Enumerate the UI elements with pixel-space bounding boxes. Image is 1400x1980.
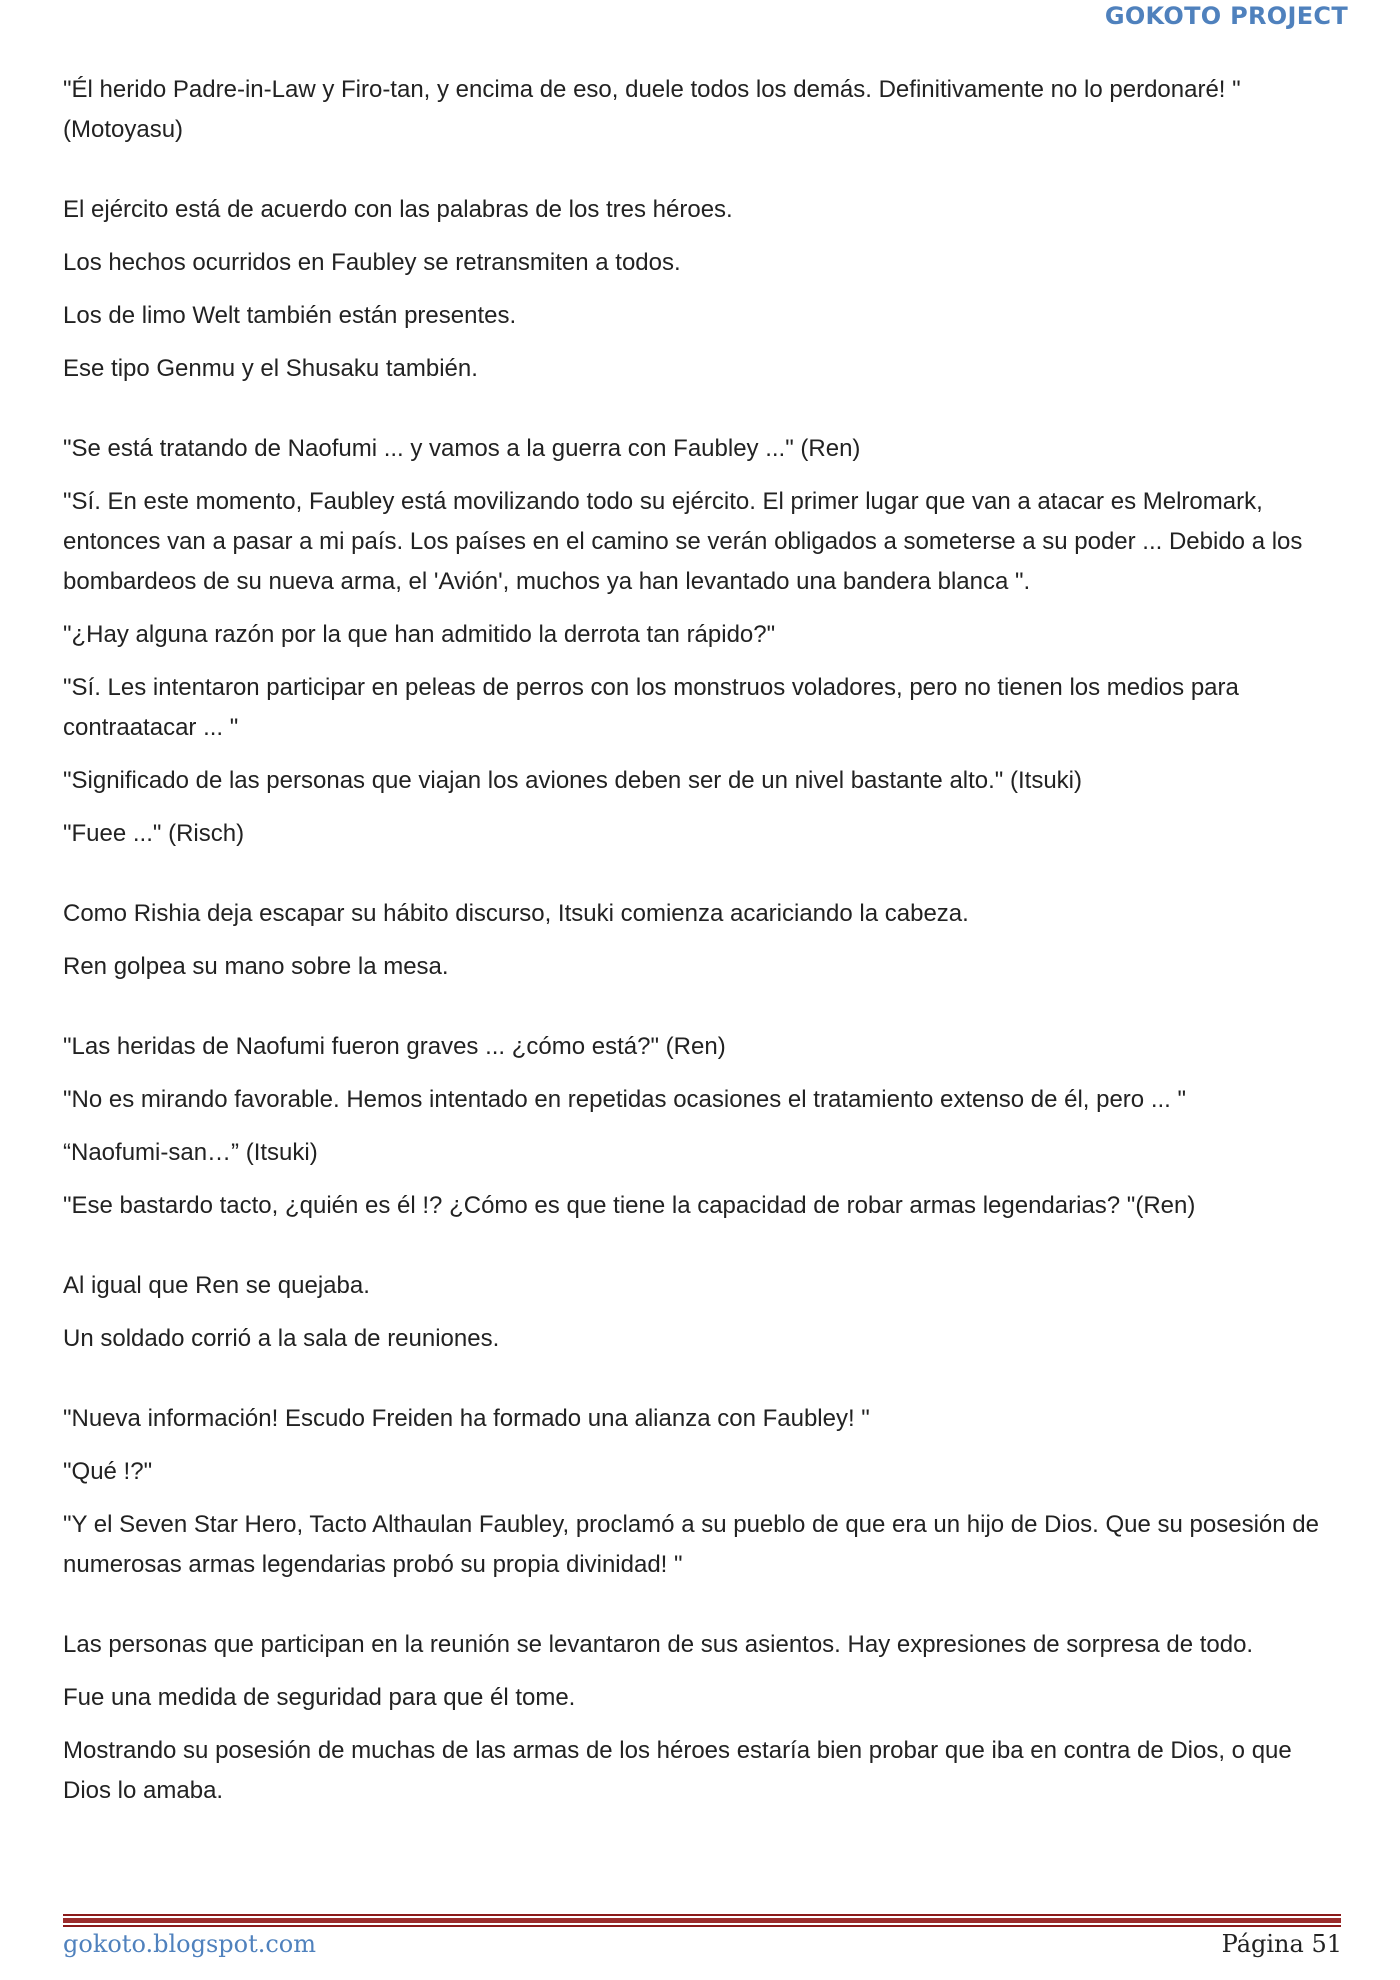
paragraph: Al igual que Ren se quejaba.	[63, 1272, 370, 1299]
paragraph: Como Rishia deja escapar su hábito discurso, Itsuki comienza acariciando la cabeza.	[63, 900, 969, 927]
paragraph: "Ese bastardo tacto, ¿quién es él !? ¿Cómo es que tiene la capacidad de robar armas legendarias? "(Ren)	[63, 1192, 1196, 1219]
paragraph: "¿Hay alguna razón por la que han admitido la derrota tan rápido?"	[63, 621, 776, 648]
footer-divider	[63, 1925, 1341, 1927]
paragraph: "Se está tratando de Naofumi ... y vamos a la guerra con Faubley ..." (Ren)	[63, 435, 861, 462]
paragraph: Ese tipo Genmu y el Shusaku también.	[63, 355, 478, 382]
paragraph: Un soldado corrió a la sala de reuniones.	[63, 1325, 500, 1352]
paragraph: "Sí. En este momento, Faubley está movilizando todo su ejército. El primer lugar que van a atacar es Melromark, entonces van a pasar a mi país. Los países en el camino se verán obligados a someterse a su poder ... Debido a los bombardeos de su nueva arma, el 'Avión', muchos ya han levantado una bandera blanca ".	[63, 488, 1303, 595]
footer-url[interactable]: gokoto.blogspot.com	[63, 1930, 317, 1958]
document-body	[63, 70, 1343, 1824]
footer-divider	[63, 1914, 1341, 1916]
page-number: Página 51	[1221, 1930, 1342, 1958]
paragraph: "Y el Seven Star Hero, Tacto Althaulan Faubley, proclamó a su pueblo de que era un hijo de Dios. Que su posesión de numerosas armas legendarias probó su propia divinidad! "	[63, 1511, 1319, 1578]
paragraph: "Él herido Padre-in-Law y Firo-tan, y encima de eso, duele todos los demás. Definitivamente no lo perdonaré! "(Motoyasu)	[63, 76, 1241, 143]
paragraph: "No es mirando favorable. Hemos intentado en repetidas ocasiones el tratamiento extenso de él, pero ... "	[63, 1086, 1187, 1113]
footer-divider	[63, 1918, 1341, 1923]
paragraph: Los de limo Welt también están presentes.	[63, 302, 517, 329]
paragraph: Mostrando su posesión de muchas de las armas de los héroes estaría bien probar que iba en contra de Dios, o que Dios lo amaba.	[63, 1737, 1292, 1804]
paragraph: "Fuee ..." (Risch)	[63, 820, 245, 847]
paragraph: "Las heridas de Naofumi fueron graves ... ¿cómo está?" (Ren)	[63, 1033, 726, 1060]
paragraph: Las personas que participan en la reunión se levantaron de sus asientos. Hay expresiones de sorpresa de todo.	[63, 1631, 1254, 1658]
paragraph: Ren golpea su mano sobre la mesa.	[63, 953, 449, 980]
paragraph: "Qué !?"	[63, 1458, 153, 1485]
paragraph: Los hechos ocurridos en Faubley se retransmiten a todos.	[63, 249, 681, 276]
paragraph: El ejército está de acuerdo con las palabras de los tres héroes.	[63, 196, 733, 223]
paragraph: “Naofumi-san…” (Itsuki)	[63, 1139, 318, 1166]
paragraph: "Sí. Les intentaron participar en peleas de perros con los monstruos voladores, pero no tienen los medios para contraatacar ... "	[63, 674, 1239, 741]
paragraph: "Significado de las personas que viajan los aviones deben ser de un nivel bastante alto." (Itsuki)	[63, 767, 1082, 794]
header-brand: GOKOTO PROJECT	[1104, 2, 1348, 30]
paragraph: Fue una medida de seguridad para que él tome.	[63, 1684, 576, 1711]
paragraph: "Nueva información! Escudo Freiden ha formado una alianza con Faubley! "	[63, 1405, 870, 1432]
